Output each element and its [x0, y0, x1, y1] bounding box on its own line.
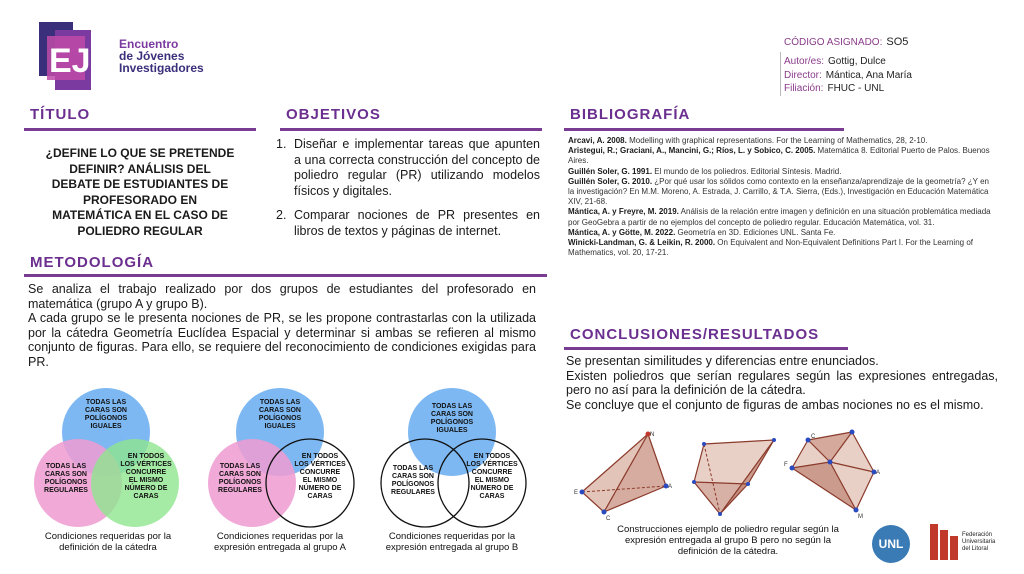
venn-text: CARAS — [307, 493, 333, 500]
affiliation-value: FHUC - UNL — [827, 83, 885, 94]
conclusion-line: Se presentan similitudes y diferencias entre enunciados. — [566, 354, 879, 368]
title-line: MATEMÁTICA EN EL CASO DE — [52, 208, 228, 222]
eji-logo — [33, 22, 203, 90]
polyhedra-figures — [568, 428, 888, 524]
conclusiones-body — [566, 354, 998, 412]
venn-text: NÚMERO DE — [124, 485, 168, 492]
venn-text: CARAS — [133, 493, 159, 500]
venn-text: LOS VÉRTICES — [466, 461, 518, 468]
objetivo-number: 1. — [276, 137, 287, 151]
venn-text: POLÍGONOS — [430, 419, 474, 426]
caption-line: expresión entregada al grupo B pero no según la — [625, 535, 831, 546]
polyhedron-face — [694, 440, 774, 484]
title-line: POLIEDRO REGULAR — [77, 223, 203, 238]
bibliografia-rule — [564, 128, 844, 131]
caption-line: definición de la cátedra. — [677, 546, 779, 557]
caption-line: Condiciones requeridas por la — [44, 531, 172, 542]
venn-text: TODAS LAS — [219, 463, 261, 470]
venn-text: CARAS SON — [84, 407, 128, 414]
logo-line2: de Jóvenes — [119, 49, 185, 63]
titulo-rule — [24, 128, 256, 131]
venn-text: POLÍGONOS — [258, 415, 302, 422]
venn-catedra — [34, 388, 179, 527]
vertex-label: E — [574, 490, 579, 496]
metodologia-paragraph: A cada grupo se le presenta nociones de PR, se les propone contrastarlas con la utilizada por la cátedra Geometría Euclídea Espacial y determinar si ambas se refieren al mismo conjunto de figuras. Para ello, se requiere del reconocimiento de condiciones exigidas para PR. — [28, 311, 536, 369]
venn-text: CARAS SON — [391, 473, 435, 480]
caption-line: Condiciones requeridas por la — [388, 531, 516, 542]
conclusion-line: Existen poliedros que serían regulares según las expresiones entregadas, pero no así para la definición de la cátedra. — [566, 368, 998, 397]
code-label: CÓDIGO ASIGNADO: — [784, 37, 883, 48]
fed-line1: Federación — [962, 532, 993, 538]
polyhedra-caption — [568, 524, 888, 557]
bib-entry: Winicki-Landman, G. & Leikin, R. 2000. On Equivalent and Non-Equivalent Definitions Part I. For the Learning of Mathematics, vol. 20, 17-21. — [568, 238, 974, 258]
affiliation-label: Filiación: — [784, 83, 824, 94]
venn-diagrams — [0, 380, 560, 530]
venn-grupo-b — [381, 388, 526, 527]
metodologia-paragraph: Se analiza el trabajo realizado por dos grupos de estudiantes del profesorado en matemática (grupo A y grupo B). — [28, 282, 536, 311]
title-line: ¿DEFINE LO QUE SE PRETENDE — [45, 146, 235, 160]
title-line: PROFESORADO EN — [82, 192, 197, 207]
venn-grupo-a — [208, 388, 354, 527]
bib-entry: Mántica, A. y Freyre, M. 2019. Análisis de la relación entre imagen y definición en una situación problemática mediada por GeoGebra a partir de no ejemplos del concepto de poliedro regular. Educación Matemática, vol. 31. — [568, 207, 991, 227]
venn-text: CARAS SON — [218, 471, 262, 478]
bibliografia-list — [568, 136, 994, 258]
author-value: Gottig, Dulce — [828, 56, 886, 67]
bibliografia-heading: BIBLIOGRAFÍA — [570, 106, 691, 123]
caption-line: expresión entregada al grupo B — [385, 542, 519, 553]
bib-entry: Guillén Soler, G. 1991. El mundo de los poliedros. Editorial Síntesis. Madrid. — [568, 166, 842, 176]
venn-text: NÚMERO DE — [470, 485, 514, 492]
objetivo-item: Diseñar e implementar tareas que apunten a una correcta construcción del concepto de poliedro regular (PR) utilizando modelos físicos y digitales. — [294, 137, 540, 198]
title-line: DEBATE DE ESTUDIANTES DE — [51, 177, 229, 191]
vertex-label: C — [606, 516, 611, 522]
metodologia-heading: METODOLOGÍA — [30, 254, 155, 271]
metodologia-body — [28, 282, 536, 369]
conclusiones-heading: CONCLUSIONES/RESULTADOS — [570, 326, 820, 343]
venn-text: REGULARES — [391, 489, 435, 496]
caption-line: definición de la cátedra — [59, 542, 157, 553]
polyhedron-figure-2 — [692, 438, 776, 516]
venn-text: EN TODOS — [127, 453, 165, 460]
venn-text: POLÍGONOS — [391, 481, 435, 488]
objetivo-item: Comparar nociones de PR presentes en libros de textos y páginas de internet. — [294, 208, 540, 238]
venn-text: REGULARES — [218, 487, 262, 494]
objetivos-rule — [280, 128, 542, 131]
caption-line: expresión entregada al grupo A — [213, 542, 347, 553]
fed-logo-icon — [926, 522, 960, 562]
code-row — [784, 36, 908, 48]
venn-text: EL MISMO — [128, 477, 164, 484]
conclusion-line: Se concluye que el conjunto de figuras de ambas nociones no es el mismo. — [566, 397, 984, 412]
bib-entry: Guillén Soler, G. 2010. ¿Por qué usar los sólidos como contexto en la enseñanza/aprendizaje de la geometría? ¿Y en la investigación? En M.M. Moreno, A. Estrada, J. Carrillo, & T.A. Sierra, (Eds.), Investigación en Educación Matemática XIV, 21-68. — [568, 176, 989, 207]
venn-text: POLÍGONOS — [84, 415, 128, 422]
poster-title — [24, 146, 256, 239]
venn-text: TODAS LAS — [431, 403, 473, 410]
metodologia-rule — [24, 274, 547, 277]
caption-line: Condiciones requeridas por la — [216, 531, 344, 542]
director-value: Mántica, Ana María — [825, 70, 912, 81]
logo-monogram: EJI — [49, 42, 101, 80]
vertex-label: F — [784, 462, 788, 468]
venn-text: CONCURRE — [125, 469, 167, 476]
vertex-label: N — [650, 432, 655, 438]
venn-text: CONCURRE — [471, 469, 513, 476]
code-value: SO5 — [886, 36, 909, 48]
author-row — [784, 56, 886, 67]
author-label: Autor/es: — [784, 56, 825, 67]
venn-text: EL MISMO — [474, 477, 510, 484]
venn-text: POLÍGONOS — [218, 479, 262, 486]
venn-text: CARAS SON — [44, 471, 88, 478]
fed-line3: del Litoral — [962, 546, 989, 552]
venn-text: IGUALES — [436, 427, 468, 434]
venn-text: CARAS SON — [258, 407, 302, 414]
polyhedron-figure-1 — [574, 432, 672, 523]
venn-text: TODAS LAS — [392, 465, 434, 472]
objetivo-number: 2. — [276, 208, 287, 222]
polyhedron-figure-3 — [784, 430, 880, 521]
venn-text: IGUALES — [264, 423, 296, 430]
venn-caption-3 — [366, 531, 538, 553]
unl-logo — [872, 525, 910, 563]
venn-text: LOS VÉRTICES — [120, 461, 172, 468]
venn-text: TODAS LAS — [259, 399, 301, 406]
venn-text: EL MISMO — [302, 477, 338, 484]
venn-text: NÚMERO DE — [298, 485, 342, 492]
venn-text: REGULARES — [44, 487, 88, 494]
conclusiones-rule — [564, 347, 848, 350]
unl-logo-text: UNL — [878, 537, 904, 551]
bib-entry: Mántica, A. y Götte, M. 2022. Geometría en 3D. Ediciones UNL. Santa Fe. — [568, 227, 836, 237]
fed-line2: Universitaria — [962, 539, 996, 545]
caption-line: Construcciones ejemplo de poliedro regular según la — [617, 524, 839, 535]
logo-line1: Encuentro — [119, 37, 179, 51]
fed-logo — [926, 522, 1016, 566]
director-label: Director: — [784, 70, 822, 81]
titulo-heading: TÍTULO — [30, 106, 91, 123]
vertex-label: C — [811, 434, 816, 440]
vertex-label: A — [668, 484, 673, 490]
venn-text: TODAS LAS — [45, 463, 87, 470]
venn-caption-1 — [22, 531, 194, 553]
vertex-label: M — [858, 514, 863, 520]
venn-text: TODAS LAS — [85, 399, 127, 406]
meta-divider — [780, 52, 781, 96]
bib-entry: Arcavi, A. 2008. Modelling with graphical representations. For the Learning of Mathematics, 28, 2-10. — [568, 136, 928, 145]
director-row — [784, 70, 912, 81]
venn-caption-2 — [194, 531, 366, 553]
affiliation-row — [784, 83, 884, 94]
logo-line3: Investigadores — [119, 61, 204, 75]
title-line: DEFINIR? ANÁLISIS DEL — [69, 161, 211, 176]
venn-text: EN TODOS — [473, 453, 511, 460]
venn-text: CARAS SON — [430, 411, 474, 418]
vertex-label: A — [876, 470, 881, 476]
venn-text: IGUALES — [90, 423, 122, 430]
objetivos-heading: OBJETIVOS — [286, 106, 381, 123]
venn-text: LOS VÉRTICES — [294, 461, 346, 468]
venn-text: CONCURRE — [299, 469, 341, 476]
venn-text: EN TODOS — [301, 453, 339, 460]
venn-text: CARAS — [479, 493, 505, 500]
bib-entry: Aristegui, R.; Graciani, A., Mancini, G.; Ríos, L. y Sobico, C. 2005. Matemática 8. Editorial Puerto de Palos. Buenos Aires. — [568, 146, 990, 166]
venn-text: POLÍGONOS — [44, 479, 88, 486]
